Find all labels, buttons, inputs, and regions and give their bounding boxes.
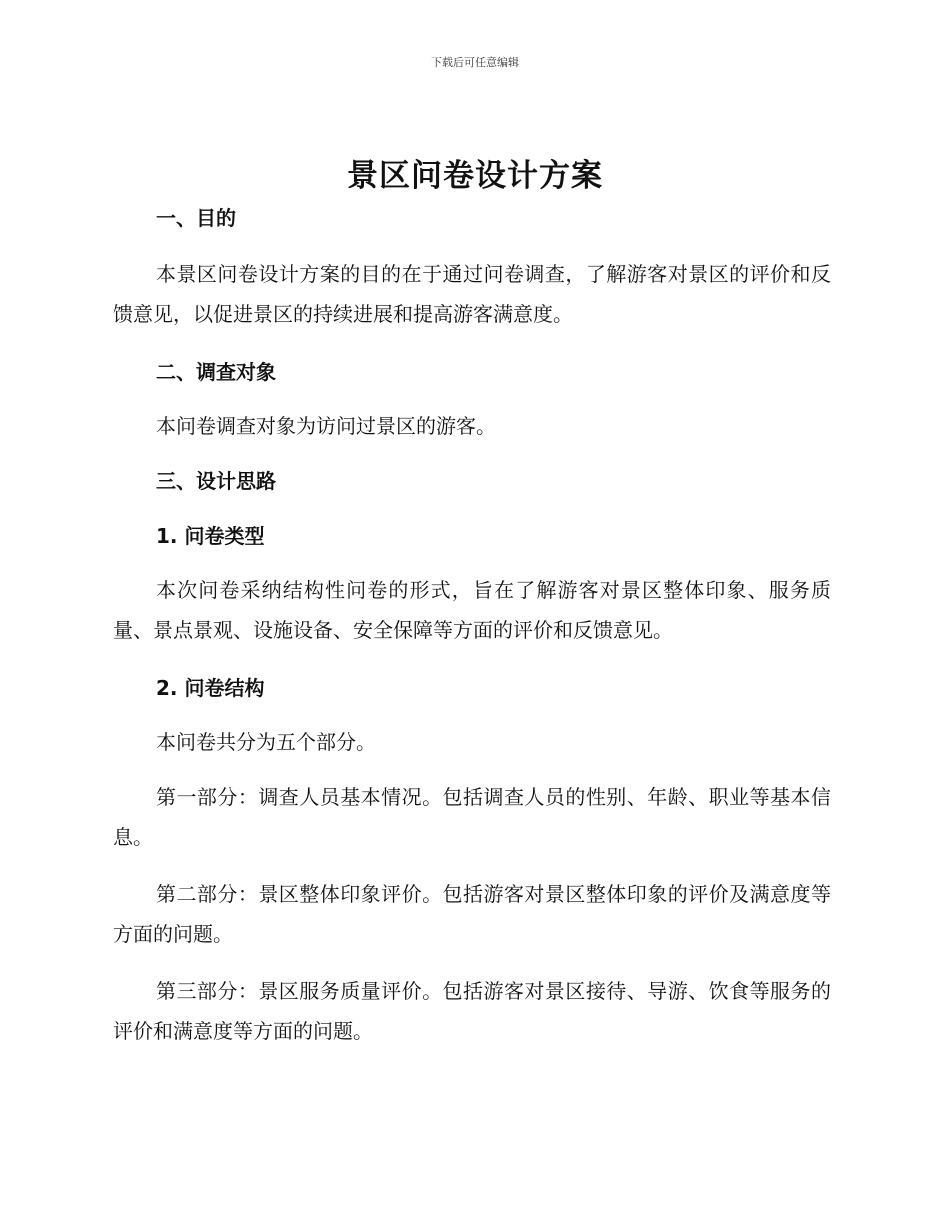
subheading-questionnaire-structure: 2. 问卷结构 bbox=[156, 676, 265, 700]
paragraph-target: 本问卷调查对象为访问过景区的游客。 bbox=[156, 414, 496, 438]
paragraph-questionnaire-type: 本次问卷采纳结构性问卷的形式，旨在了解游客对景区整体印象、服务质量、景点景观、设施设备、安全保障等方面的评价和反馈意见。 bbox=[113, 578, 831, 642]
paragraph-purpose: 本景区问卷设计方案的目的在于通过问卷调查，了解游客对景区的评价和反馈意见，以促进景区的持续进展和提高游客满意度。 bbox=[113, 262, 831, 326]
header-note: 下载后可任意编辑 bbox=[431, 56, 519, 69]
subheading-questionnaire-type: 1. 问卷类型 bbox=[156, 524, 265, 548]
section-heading-purpose: 一、目的 bbox=[156, 206, 236, 230]
section-heading-target: 二、调查对象 bbox=[156, 360, 276, 384]
section-heading-design: 三、设计思路 bbox=[156, 469, 276, 493]
paragraph-part-three: 第三部分：景区服务质量评价。包括游客对景区接待、导游、饮食等服务的评价和满意度等方面的问题。 bbox=[113, 979, 831, 1043]
paragraph-part-two: 第二部分：景区整体印象评价。包括游客对景区整体印象的评价及满意度等方面的问题。 bbox=[113, 882, 831, 946]
document-title: 景区问卷设计方案 bbox=[347, 158, 603, 194]
paragraph-part-one: 第一部分：调查人员基本情况。包括调查人员的性别、年龄、职业等基本信息。 bbox=[113, 785, 831, 849]
paragraph-structure-intro: 本问卷共分为五个部分。 bbox=[156, 730, 376, 754]
